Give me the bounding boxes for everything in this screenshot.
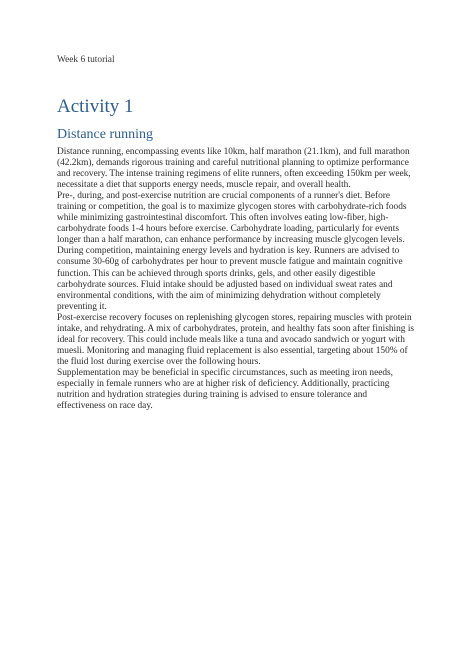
header-note: Week 6 tutorial [57,55,115,65]
page-title: Activity 1 [57,96,134,117]
paragraph-intro: Distance running, encompassing events like 10km, half marathon (21.1km), and full marathon (42.2km), demands rigorous training and careful nutritional planning to optimize performance and recovery. The intense training regimens of elite runners, often exceeding 150km per week, necessitate a diet that supports energy needs, muscle repair, and overall health. [57,147,411,191]
paragraph-pre-exercise: Pre-, during, and post-exercise nutrition are crucial components of a runner's diet. Before training or competition, the goal is to maximize glycogen stores with carbohydrate-rich foods while minimizing gastrointestinal discomfort. This often involves eating low-fiber, high-carbohydrate foods 1-4 hours before exercise. Carbohydrate loading, particularly for events longer than a half marathon, can enhance performance by increasing muscle glycogen levels. [57,191,407,246]
paragraph-during-competition: During competition, maintaining energy levels and hydration is key. Runners are advised to consume 30-60g of carbohydrates per hour to prevent muscle fatigue and maintain cognitive function. This can be achieved through sports drinks, gels, and other easily digestible carbohydrate sources. Fluid intake should be adjusted based on individual sweat rates and environmental conditions, with the aim of minimizing dehydration without completely preventing it. [57,246,403,312]
paragraph-supplementation: Supplementation may be beneficial in specific circumstances, such as meeting iron needs, especially in female runners who are at higher risk of deficiency. Additionally, practicing nutrition and hydration strategies during training is advised to ensure tolerance and effectiveness on race day. [57,367,394,412]
body-text [57,147,417,412]
section-heading: Distance running [57,127,154,142]
document-content [57,54,417,412]
paragraph-post-exercise: Post-exercise recovery focuses on replenishing glycogen stores, repairing muscles with protein intake, and rehydrating. A mix of carbohydrates, protein, and healthy fats soon after finishing is ideal for recovery. This could include meals like a tuna and avocado sandwich or yogurt with muesli. Monitoring and managing fluid replacement is also essential, targeting about 150% of the fluid lost during exercise over the following hours. [57,312,415,367]
